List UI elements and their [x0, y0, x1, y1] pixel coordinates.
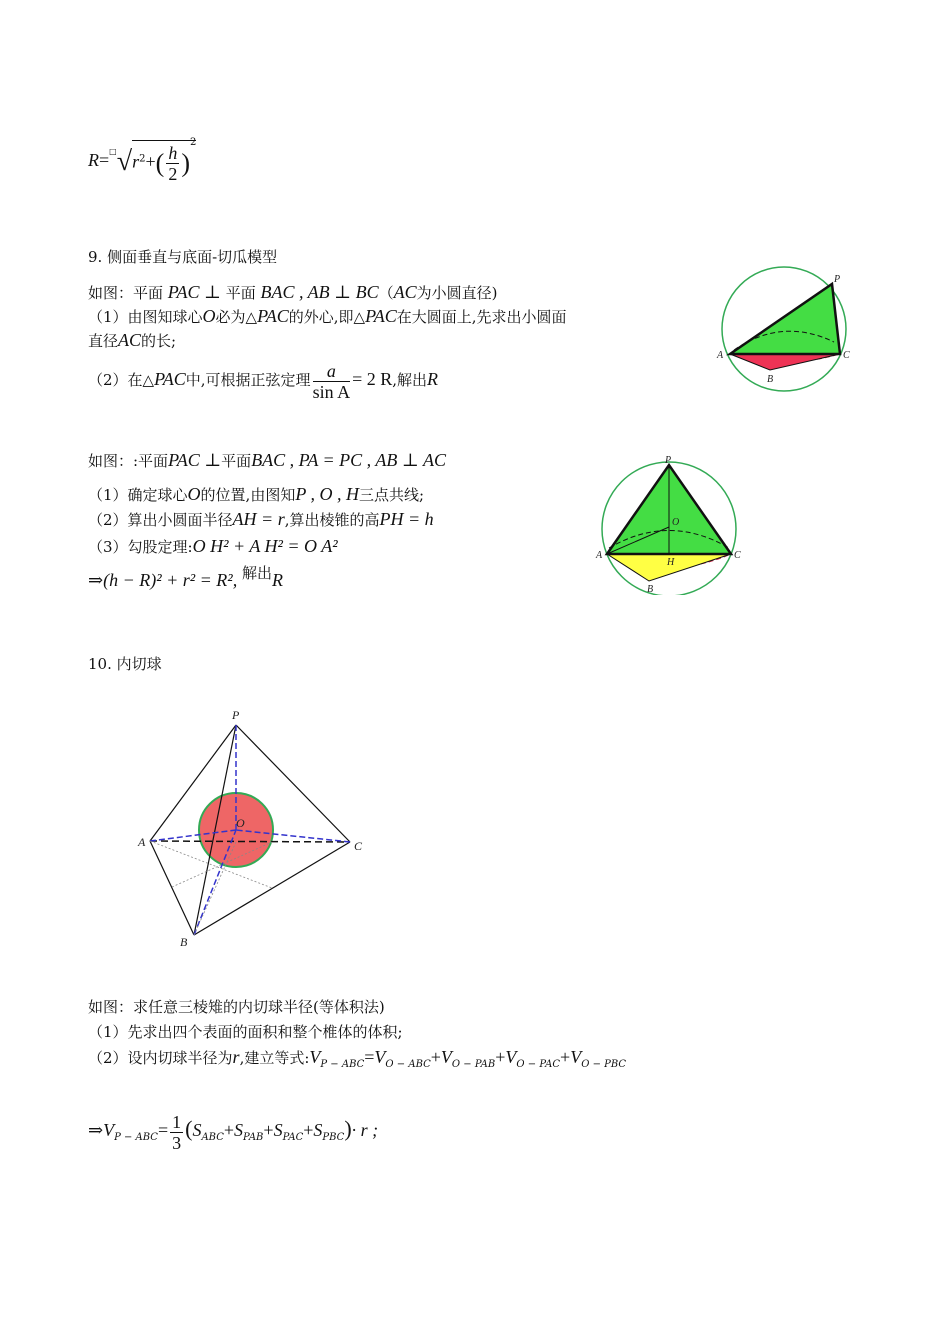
text: 中,可根据正弦定理: [185, 371, 311, 389]
s9b1-line3: [88, 328, 176, 353]
label-A: A: [596, 550, 603, 561]
text: （2）算出小圆面半径: [88, 511, 233, 529]
frac-num: a: [313, 361, 351, 382]
text: 解出: [241, 564, 272, 582]
formula-outer-sq: 2: [189, 137, 197, 148]
section10-title: 10. 内切球: [88, 655, 162, 673]
edge-AB: [150, 841, 194, 935]
frac-den: sin A: [312, 381, 351, 402]
sub: PAB: [243, 1132, 264, 1143]
formula-r: r: [132, 151, 140, 172]
text: ,解出: [392, 371, 428, 389]
section9-title: 9. 侧面垂直与底面-切瓜模型: [88, 248, 278, 266]
text: （3）勾股定理:: [88, 538, 193, 556]
label-P: P: [665, 455, 672, 466]
math: r: [232, 1047, 240, 1067]
sub: O − PBC: [581, 1059, 627, 1070]
s10-line2: （1）先求出四个表面的面积和整个椎体的体积;: [88, 1023, 403, 1041]
math: ⇒(h − R)² + r² = R²,: [88, 570, 238, 590]
math: = 2 R: [352, 369, 393, 389]
text: 的位置,由图知: [200, 486, 296, 504]
edge-AC-hidden: [150, 841, 350, 842]
math: O: [187, 484, 201, 504]
s9b2-line1: [88, 448, 446, 473]
text: 三点共线;: [359, 486, 425, 504]
text: 的外心,即△: [288, 308, 366, 326]
face-pac: [730, 284, 840, 354]
math: BAC , PA = PC , AB ⊥ AC: [251, 450, 446, 470]
text: （: [378, 284, 394, 302]
math: P , O , H: [295, 484, 359, 504]
frac-num: 1: [172, 1111, 182, 1132]
text: 的长;: [141, 332, 177, 350]
sub: PAC: [282, 1132, 304, 1143]
math: PAC: [154, 369, 186, 389]
figure-cut-melon-2: [595, 453, 745, 595]
math: V: [505, 1047, 517, 1067]
math: AC: [393, 282, 417, 302]
figure-inscribed-sphere: [132, 705, 372, 950]
math: V: [309, 1047, 321, 1067]
formula-h: h: [168, 143, 178, 163]
sub: ABC: [201, 1132, 224, 1143]
text: （2）设内切球半径为: [88, 1049, 233, 1067]
frac-den: 3: [172, 1132, 182, 1153]
s10-line3: （2）设内切球半径为r,建立等式$:V_{P - ABC}=V_{O - ABC}+V_{O - PAB}+V_{O - PAC}+V_{O - PBC}$: [88, 1047, 627, 1070]
math: O H² + A H² = O A²: [192, 536, 338, 556]
s9b2-line4: [88, 534, 338, 559]
label-B: B: [180, 935, 188, 949]
label-A: A: [138, 835, 146, 849]
s9b1-line4: [88, 356, 438, 403]
math: AH = r: [232, 509, 285, 529]
text: ,建立等式:: [239, 1049, 310, 1067]
sub: PBC: [322, 1132, 345, 1143]
sub: O − PAC: [516, 1059, 561, 1070]
text: 平面: [221, 452, 252, 470]
sub: O − ABC: [385, 1059, 431, 1070]
s9b1-line1: [88, 280, 497, 305]
math: PAC: [257, 306, 289, 326]
text: 如图：:平面: [88, 452, 169, 470]
math: R: [272, 570, 283, 590]
math: BAC , AB ⊥ BC: [260, 282, 379, 302]
formula-sq: 2: [139, 153, 146, 165]
math: AC: [118, 330, 142, 350]
label-C: C: [734, 550, 741, 561]
label-C: C: [843, 350, 850, 361]
formula-R: R: [88, 150, 99, 170]
sub: P − ABC: [114, 1132, 158, 1143]
s9b2-line2: [88, 482, 424, 507]
text: 如图：平面: [88, 284, 164, 302]
text: 在大圆面上,先求出小圆面: [396, 308, 567, 326]
s10-eq2: $\Rightarrow V_{P - ABC}=$ $\frac{1}{3}$ $(S_{ABC}+S_{PAB}+S_{PAC}+S_{PBC})\cdot r$ ;: [88, 1111, 379, 1153]
s9b2-line5: [88, 564, 283, 593]
math: PAC: [365, 306, 397, 326]
label-A: A: [717, 350, 724, 361]
math: V: [570, 1047, 582, 1067]
label-P: P: [834, 274, 841, 285]
math: · r ;: [351, 1120, 379, 1140]
figure-cut-melon-1: [712, 262, 852, 394]
sub: P − ABC: [320, 1059, 365, 1070]
math: O: [202, 306, 216, 326]
math: V: [374, 1047, 386, 1067]
formula-den: 2: [168, 164, 178, 184]
label-O: O: [672, 517, 680, 528]
formula-circumradius: $R=^□√r^2+$( $\frac{h}{2}$ )$^2$: [88, 137, 197, 184]
text: （1）由图知球心: [88, 308, 203, 326]
math: R: [427, 369, 439, 389]
text: 直径: [88, 332, 119, 350]
label-C: C: [354, 839, 363, 853]
label-H: H: [667, 557, 675, 568]
text: 必为△: [215, 308, 258, 326]
math: ⇒V: [88, 1120, 115, 1140]
text: 为小圆直径): [416, 284, 498, 302]
sub: O − PAB: [451, 1059, 496, 1070]
text: （2）在△: [88, 371, 155, 389]
s9b1-line2: [88, 304, 567, 329]
text: ,算出棱锥的高: [284, 511, 380, 529]
label-O: O: [236, 816, 245, 830]
text: 平面: [225, 284, 256, 302]
s9b2-line3: [88, 507, 434, 532]
math: PAC ⊥: [168, 450, 222, 470]
base-triangle: [730, 354, 840, 370]
math: V: [440, 1047, 452, 1067]
math: PAC ⊥: [167, 282, 221, 302]
label-B: B: [647, 584, 654, 595]
math: PH = h: [379, 509, 434, 529]
text: （1）确定球心: [88, 486, 188, 504]
label-P: P: [232, 708, 240, 722]
s10-line1: 如图：求任意三棱雉的内切球半径(等体积法): [88, 998, 385, 1016]
label-B: B: [767, 374, 774, 385]
